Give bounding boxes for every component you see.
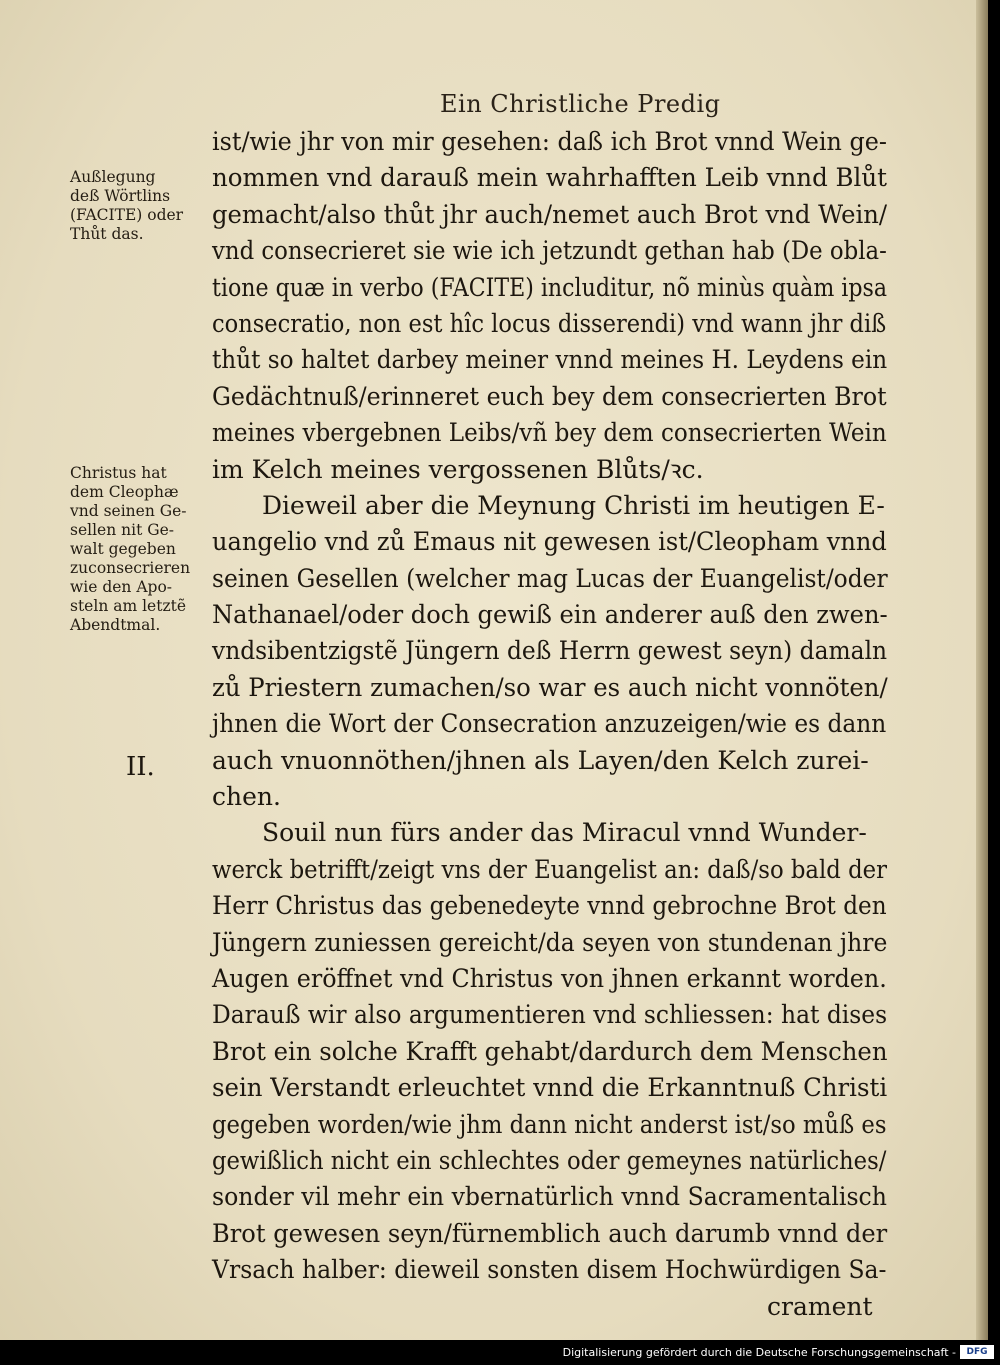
- text-line: gegeben worden/wie jhm dann nicht anderst ist/so můß es: [212, 1109, 887, 1139]
- margin-note-line: dem Cleophæ: [70, 483, 179, 501]
- text-line: Vrsach halber: dieweil sonsten disem Hochwürdigen Sa-: [212, 1255, 887, 1285]
- dfg-logo: DFG: [960, 1345, 994, 1359]
- text-line: ist/wie jhr von mir gesehen: daß ich Brot vnnd Wein ge-: [212, 127, 887, 156]
- margin-note-line: (FACITE) oder: [70, 206, 184, 224]
- paragraph-start-line: Dieweil aber die Meynung Christi im heutigen E-: [262, 490, 885, 520]
- text-line: consecratio, non est hîc locus disserendi) vnd wann jhr diß: [212, 308, 887, 338]
- text-line: zů Priestern zumachen/so war es auch nicht vonnöten/: [212, 672, 888, 702]
- margin-note-line: deß Wörtlins: [70, 187, 171, 205]
- footer-bar: [0, 1340, 1000, 1365]
- text-line: thůt so haltet darbey meiner vnnd meines H. Leydens ein: [212, 345, 888, 375]
- paragraph-start-line: Souil nun fürs ander das Miracul vnnd Wunder-: [262, 818, 867, 848]
- text-line: werck betrifft/zeigt vns der Euangelist an: daß/so bald der: [212, 854, 887, 884]
- text-line: auch vnuonnöthen/jhnen als Layen/den Kelch zurei-: [212, 745, 869, 775]
- funding-notice: Digitalisierung gefördert durch die Deutsche Forschungsgemeinschaft -: [562, 1346, 956, 1359]
- text-line: seinen Gesellen (welcher mag Lucas der Euangelist/oder: [212, 563, 888, 593]
- text-line: sein Verstandt erleuchtet vnnd die Erkanntnuß Christi: [212, 1073, 888, 1103]
- margin-note-2: [70, 464, 210, 635]
- margin-note-line: Thůt das.: [70, 225, 144, 243]
- text-line: Brot gewesen seyn/fürnemblich auch darumb vnnd der: [212, 1218, 888, 1248]
- margin-note-line: steln am letztẽ: [70, 597, 187, 615]
- margin-note-line: zuconsecrieren: [70, 559, 191, 577]
- margin-note-line: Christus hat: [70, 464, 167, 482]
- text-line: im Kelch meines vergossenen Blůts/ꝛc.: [212, 454, 704, 484]
- text-line: gewißlich nicht ein schlechtes oder gemeynes natürliches/: [212, 1145, 887, 1175]
- text-line: Brot ein solche Krafft gehabt/dardurch dem Menschen: [212, 1036, 888, 1066]
- text-line: meines vbergebnen Leibs/vñ bey dem consecrierten Wein: [212, 418, 887, 448]
- body-text: [212, 124, 887, 1325]
- margin-note-line: sellen nit Ge-: [70, 521, 175, 539]
- text-line: gemacht/also thůt jhr auch/nemet auch Brot vnd Wein/: [212, 199, 888, 229]
- catchword: crament: [767, 1291, 873, 1321]
- margin-note-line: vnd seinen Ge-: [70, 502, 187, 520]
- text-line: chen.: [212, 782, 281, 812]
- text-line: vndsibentzigstẽ Jüngern deß Herrn gewest seyn) damaln: [212, 636, 888, 666]
- text-line: Augen eröffnet vnd Christus von jhnen erkannt worden.: [212, 963, 887, 993]
- text-line: jhnen die Wort der Consecration anzuzeigen/wie es dann: [212, 709, 887, 739]
- text-line: uangelio vnd zů Emaus nit gewesen ist/Cleopham vnnd: [212, 527, 887, 557]
- page-edge: [976, 0, 988, 1340]
- text-line: Darauß wir also argumentieren vnd schliessen: hat dises: [212, 1000, 888, 1030]
- text-line: nommen vnd darauß mein wahrhafften Leib vnnd Blůt: [212, 163, 888, 193]
- text-line: tione quæ in verbo (FACITE) includitur, nõ minùs quàm ipsa: [212, 272, 888, 302]
- margin-note-1: [70, 168, 210, 244]
- text-line: Gedächtnuß/erinneret euch bey dem consecrierten Brot: [212, 381, 887, 411]
- margin-note-line: walt gegeben: [70, 540, 176, 558]
- margin-note-line: Außlegung: [70, 168, 156, 186]
- margin-note-line: wie den Apo-: [70, 578, 173, 596]
- text-line: sonder vil mehr ein vbernatürlich vnnd Sacramentalisch: [212, 1182, 887, 1212]
- margin-note-line: Abendtmal.: [70, 616, 161, 634]
- text-line: Jüngern zuniessen gereicht/da seyen von stundenan jhre: [212, 927, 888, 957]
- text-line: vnd consecrieret sie wie ich jetzundt gethan hab (De obla-: [212, 236, 887, 266]
- text-line: Nathanael/oder doch gewiß ein anderer auß den zwen-: [212, 600, 888, 630]
- text-line: Herr Christus das gebenedeyte vnnd gebrochne Brot den: [212, 891, 887, 921]
- section-number: II.: [126, 752, 155, 782]
- running-head: Ein Christliche Predig: [440, 90, 721, 118]
